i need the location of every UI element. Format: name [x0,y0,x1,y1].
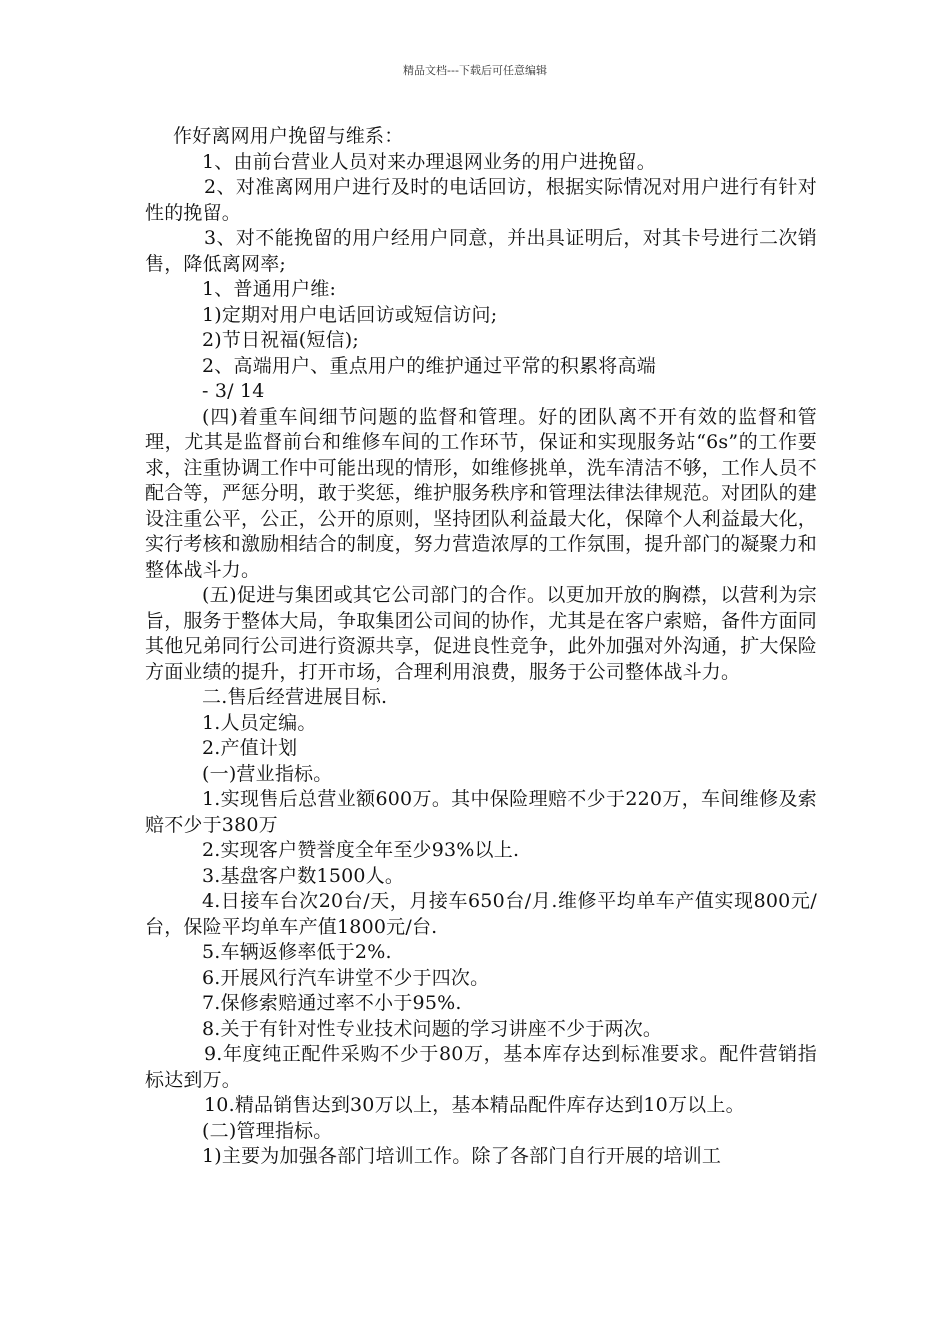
subsection-heading: (二)管理指标。 [202,1119,333,1142]
document-body [145,124,817,1170]
paragraph: 2、对准离网用户进行及时的电话回访，根据实际情况对用户进行有针对性的挽留。 [145,176,817,224]
paragraph: 1.人员定编。 [202,711,317,734]
paragraph: 1、普通用户维: [202,278,337,300]
paragraph: 作好离网用户挽留与维系： [173,125,404,147]
list-item: 1)主要为加强各部门培训工作。除了各部门自行开展的培训工 [202,1145,722,1167]
list-item: 10.精品销售达到30万以上，基本精品配件库存达到10万以上。 [204,1094,745,1116]
list-item: 1.实现售后总营业额600万。其中保险理赔不少于220万，车间维修及索赔不少于380万 [145,788,817,836]
paragraph: 3、对不能挽留的用户经用户同意，并出具证明后，对其卡号进行二次销售，降低离网率; [145,227,817,275]
paragraph: (四)着重车间细节问题的监督和管理。好的团队离不开有效的监督和管理，尤其是监督前台和维修车间的工作环节，保证和实现服务站“6s”的工作要求，注重协调工作中可能出现的情形，如维修挑单，洗车清洁不够，工作人员不配合等，严惩分明，敢于奖惩，维护服务秩序和管理法律法律规范。对团队的建设注重公平，公正，公开的原则，坚持团队利益最大化，保障个人利益最大化，实行考核和激励相结合的制度，努力营造浓厚的工作氛围，提升部门的凝聚力和整体战斗力。 [145,405,818,581]
list-item: 2.实现客户赞誉度全年至少93%以上. [202,839,520,861]
paragraph: 2、高端用户、重点用户的维护通过平常的积累将高端 [202,354,656,377]
paragraph: 2.产值计划 [202,737,298,759]
page-number: - 3/ 14 [202,380,265,402]
list-item: 8.关于有针对性专业技术问题的学习讲座不少于两次。 [202,1017,663,1040]
list-item: 7.保修索赔通过率不小于95%. [202,992,462,1014]
list-item: 3.基盘客户数1500人。 [202,864,405,887]
page-header: 精品文档---下载后可任意编辑 [403,64,547,77]
paragraph: (五)促进与集团或其它公司部门的合作。以更加开放的胸襟，以营利为宗旨，服务于整体大局，争取集团公司间的协作，尤其是在客户索赔，备件方面同其他兄弟同行公司进行资源共享，促进良性竞争，此外加强对外沟通，扩大保险方面业绩的提升，打开市场，合理利用浪费，服务于公司整体战斗力。 [145,584,818,683]
paragraph: 1)定期对用户电话回访或短信访问; [202,303,498,326]
paragraph: 2)节日祝福(短信); [202,329,359,351]
section-heading: 二.售后经营进展目标. [202,686,388,708]
list-item: 9.年度纯正配件采购不少于80万，基本库存达到标准要求。配件营销指标达到万。 [145,1043,817,1091]
list-item: 4.日接车台次20台/天，月接车650台/月.维修平均单车产值实现800元/台，保险平均单车产值1800元/台. [145,890,817,938]
subsection-heading: (一)营业指标。 [202,762,333,785]
list-item: 5.车辆返修率低于2%. [202,941,392,963]
paragraph: 1、由前台营业人员对来办理退网业务的用户进挽留。 [202,150,656,173]
list-item: 6.开展风行汽车讲堂不少于四次。 [202,966,490,989]
